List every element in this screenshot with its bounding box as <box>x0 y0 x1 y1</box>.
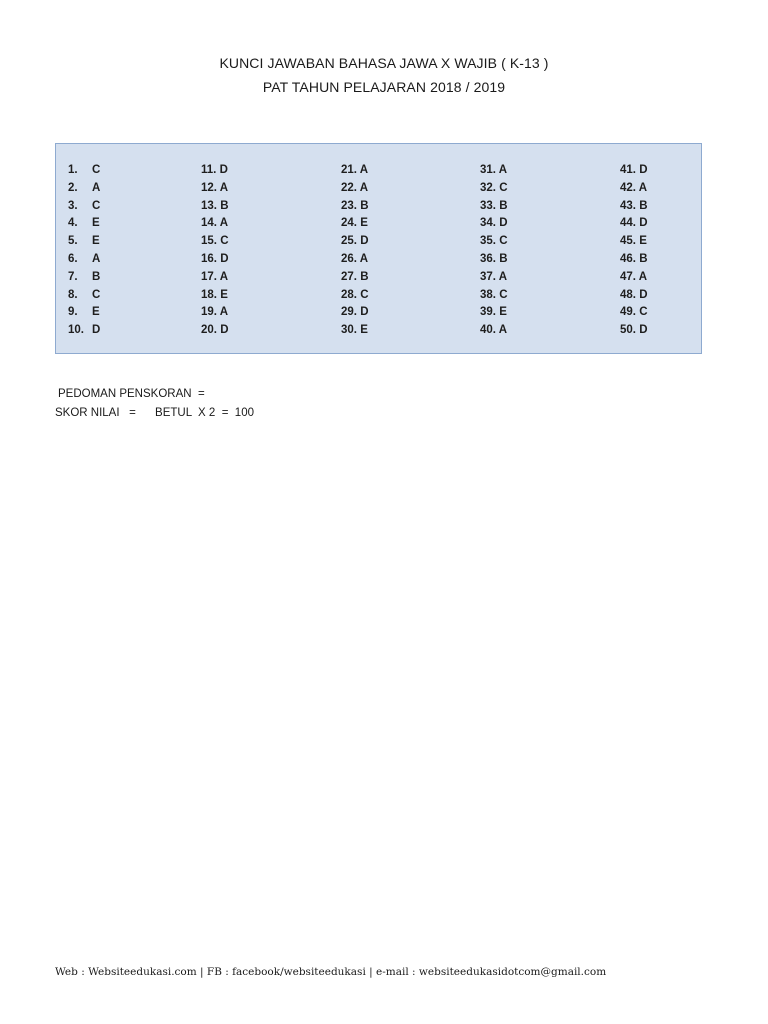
answer-item <box>341 180 369 198</box>
answer-letter: A <box>219 217 229 230</box>
question-number: 14. <box>201 217 217 230</box>
answer-letter: B <box>360 270 369 283</box>
answer-letter: A <box>92 181 101 194</box>
question-number: 48. <box>620 288 636 301</box>
answer-item <box>68 162 100 180</box>
answer-item <box>480 162 508 180</box>
document-title: KUNCI JAWABAN BAHASA JAWA X WAJIB ( K-13 ) <box>219 55 549 71</box>
answer-item <box>620 287 648 305</box>
answer-letter: B <box>92 270 101 283</box>
question-number: 28. <box>341 288 357 301</box>
answer-item <box>68 322 100 340</box>
question-number: 22. <box>341 181 357 194</box>
answer-item <box>341 162 369 180</box>
answer-letter: E <box>499 306 507 319</box>
question-number: 42. <box>620 181 636 194</box>
answer-letter: A <box>92 252 101 265</box>
question-number: 10. <box>68 324 84 337</box>
answer-item <box>341 215 369 233</box>
answer-item <box>68 215 100 233</box>
question-number: 13. <box>201 199 217 212</box>
answer-letter: E <box>92 235 100 248</box>
answer-item <box>620 251 648 269</box>
score-formula: SKOR NILAI = BETUL X 2 = 100 <box>55 407 254 419</box>
answer-letter: D <box>499 217 508 230</box>
answer-letter: D <box>639 324 648 337</box>
answer-item <box>480 180 508 198</box>
answer-letter: A <box>359 181 369 194</box>
answer-letter: A <box>498 324 508 337</box>
question-number: 25. <box>341 235 357 248</box>
answer-item <box>620 215 648 233</box>
answer-item <box>620 180 648 198</box>
answer-item <box>620 198 648 216</box>
answer-letter: B <box>639 199 648 212</box>
answer-item <box>480 304 508 322</box>
answer-item <box>68 251 100 269</box>
answer-item <box>480 287 508 305</box>
answer-item <box>620 322 648 340</box>
question-number: 20. <box>201 324 217 337</box>
answer-letter: E <box>220 288 228 301</box>
answer-item <box>201 198 229 216</box>
answer-letter: C <box>92 288 101 301</box>
question-number: 15. <box>201 235 217 248</box>
answer-item <box>620 304 648 322</box>
answer-letter: A <box>498 164 508 176</box>
answer-letter: C <box>499 235 508 248</box>
scoring-guide-heading: PEDOMAN PENSKORAN = <box>58 388 205 400</box>
answer-item <box>480 233 508 251</box>
answer-item <box>341 322 369 340</box>
answer-letter: D <box>92 324 101 337</box>
answer-letter: E <box>92 306 100 319</box>
question-number: 38. <box>480 288 496 301</box>
answer-item <box>620 233 648 251</box>
answer-item <box>201 180 229 198</box>
question-number: 16. <box>201 252 217 265</box>
question-number: 36. <box>480 252 496 265</box>
answer-item <box>68 180 100 198</box>
answer-letter: E <box>639 235 647 248</box>
question-number: 34. <box>480 217 496 230</box>
answer-letter: B <box>499 199 508 212</box>
answer-letter: D <box>220 324 229 337</box>
question-number: 47. <box>620 270 636 283</box>
answer-item <box>68 287 100 305</box>
question-number: 9. <box>68 306 78 319</box>
question-number: 49. <box>620 306 636 319</box>
answer-item <box>341 251 369 269</box>
question-number: 32. <box>480 181 496 194</box>
answer-item <box>480 251 508 269</box>
answer-item <box>201 233 229 251</box>
question-number: 19. <box>201 306 217 319</box>
answer-item <box>341 233 369 251</box>
answer-letter: D <box>360 306 369 319</box>
question-number: 39. <box>480 306 496 319</box>
answer-item <box>68 269 100 287</box>
answer-letter: E <box>360 217 368 230</box>
answer-column-3 <box>341 162 369 340</box>
question-number: 23. <box>341 199 357 212</box>
answer-letter: C <box>92 199 101 212</box>
question-number: 45. <box>620 235 636 248</box>
answer-letter: E <box>360 324 368 337</box>
answer-letter: A <box>219 181 229 194</box>
answer-item <box>201 322 229 340</box>
answer-letter: C <box>499 288 508 301</box>
answer-item <box>201 304 229 322</box>
answer-item <box>68 233 100 251</box>
answer-letter: C <box>92 164 101 176</box>
question-number: 35. <box>480 235 496 248</box>
answer-key-box <box>55 143 702 354</box>
question-number: 4. <box>68 217 78 230</box>
question-number: 18. <box>201 288 217 301</box>
question-number: 3. <box>68 199 78 212</box>
answer-item <box>341 287 369 305</box>
answer-letter: A <box>359 164 369 176</box>
answer-letter: A <box>219 306 229 319</box>
question-number: 33. <box>480 199 496 212</box>
question-number: 2. <box>68 181 78 194</box>
answer-letter: D <box>639 217 648 230</box>
answer-item <box>201 269 229 287</box>
question-number: 41. <box>620 164 636 176</box>
answer-item <box>620 269 648 287</box>
footer-contact: Web : Websiteedukasi.com | FB : facebook/websiteedukasi | e-mail : websiteedukasidotcom@gmail.com <box>55 966 607 978</box>
answer-item <box>341 304 369 322</box>
question-number: 1. <box>68 164 78 176</box>
question-number: 24. <box>341 217 357 230</box>
answer-letter: D <box>219 164 228 176</box>
question-number: 8. <box>68 288 78 301</box>
answer-item <box>68 198 100 216</box>
answer-item <box>480 269 508 287</box>
question-number: 43. <box>620 199 636 212</box>
answer-column-5 <box>620 162 648 340</box>
answer-item <box>480 198 508 216</box>
question-number: 31. <box>480 164 496 176</box>
answer-letter: A <box>638 181 648 194</box>
question-number: 50. <box>620 324 636 337</box>
answer-item <box>341 269 369 287</box>
answer-letter: C <box>499 181 508 194</box>
question-number: 30. <box>341 324 357 337</box>
question-number: 29. <box>341 306 357 319</box>
answer-letter: D <box>639 288 648 301</box>
answer-letter: A <box>498 270 508 283</box>
answer-letter: B <box>499 252 508 265</box>
answer-column-2 <box>201 162 229 340</box>
question-number: 27. <box>341 270 357 283</box>
answer-item <box>480 215 508 233</box>
question-number: 17. <box>201 270 217 283</box>
question-number: 37. <box>480 270 496 283</box>
answer-letter: D <box>220 252 229 265</box>
answer-item <box>480 322 508 340</box>
answer-letter: B <box>639 252 648 265</box>
question-number: 46. <box>620 252 636 265</box>
answer-letter: D <box>360 235 369 248</box>
question-number: 40. <box>480 324 496 337</box>
answer-item <box>201 287 229 305</box>
answer-letter: C <box>639 306 648 319</box>
answer-letter: C <box>360 288 369 301</box>
answer-item <box>341 198 369 216</box>
answer-item <box>201 215 229 233</box>
answer-letter: A <box>638 270 648 283</box>
question-number: 12. <box>201 181 217 194</box>
answer-letter: A <box>359 252 369 265</box>
answer-letter: C <box>220 235 229 248</box>
question-number: 26. <box>341 252 357 265</box>
question-number: 11. <box>201 164 217 176</box>
answer-item <box>620 162 648 180</box>
question-number: 7. <box>68 270 78 283</box>
answer-letter: E <box>92 217 100 230</box>
answer-letter: D <box>639 164 648 176</box>
question-number: 5. <box>68 235 78 248</box>
answer-item <box>68 304 100 322</box>
answer-column-4 <box>480 162 508 340</box>
question-number: 21. <box>341 164 357 176</box>
answer-column-1 <box>68 162 100 340</box>
question-number: 6. <box>68 252 78 265</box>
document-subtitle: PAT TAHUN PELAJARAN 2018 / 2019 <box>262 79 506 95</box>
answer-letter: B <box>220 199 229 212</box>
answer-item <box>201 162 229 180</box>
answer-letter: B <box>360 199 369 212</box>
answer-item <box>201 251 229 269</box>
answer-letter: A <box>219 270 229 283</box>
question-number: 44. <box>620 217 636 230</box>
